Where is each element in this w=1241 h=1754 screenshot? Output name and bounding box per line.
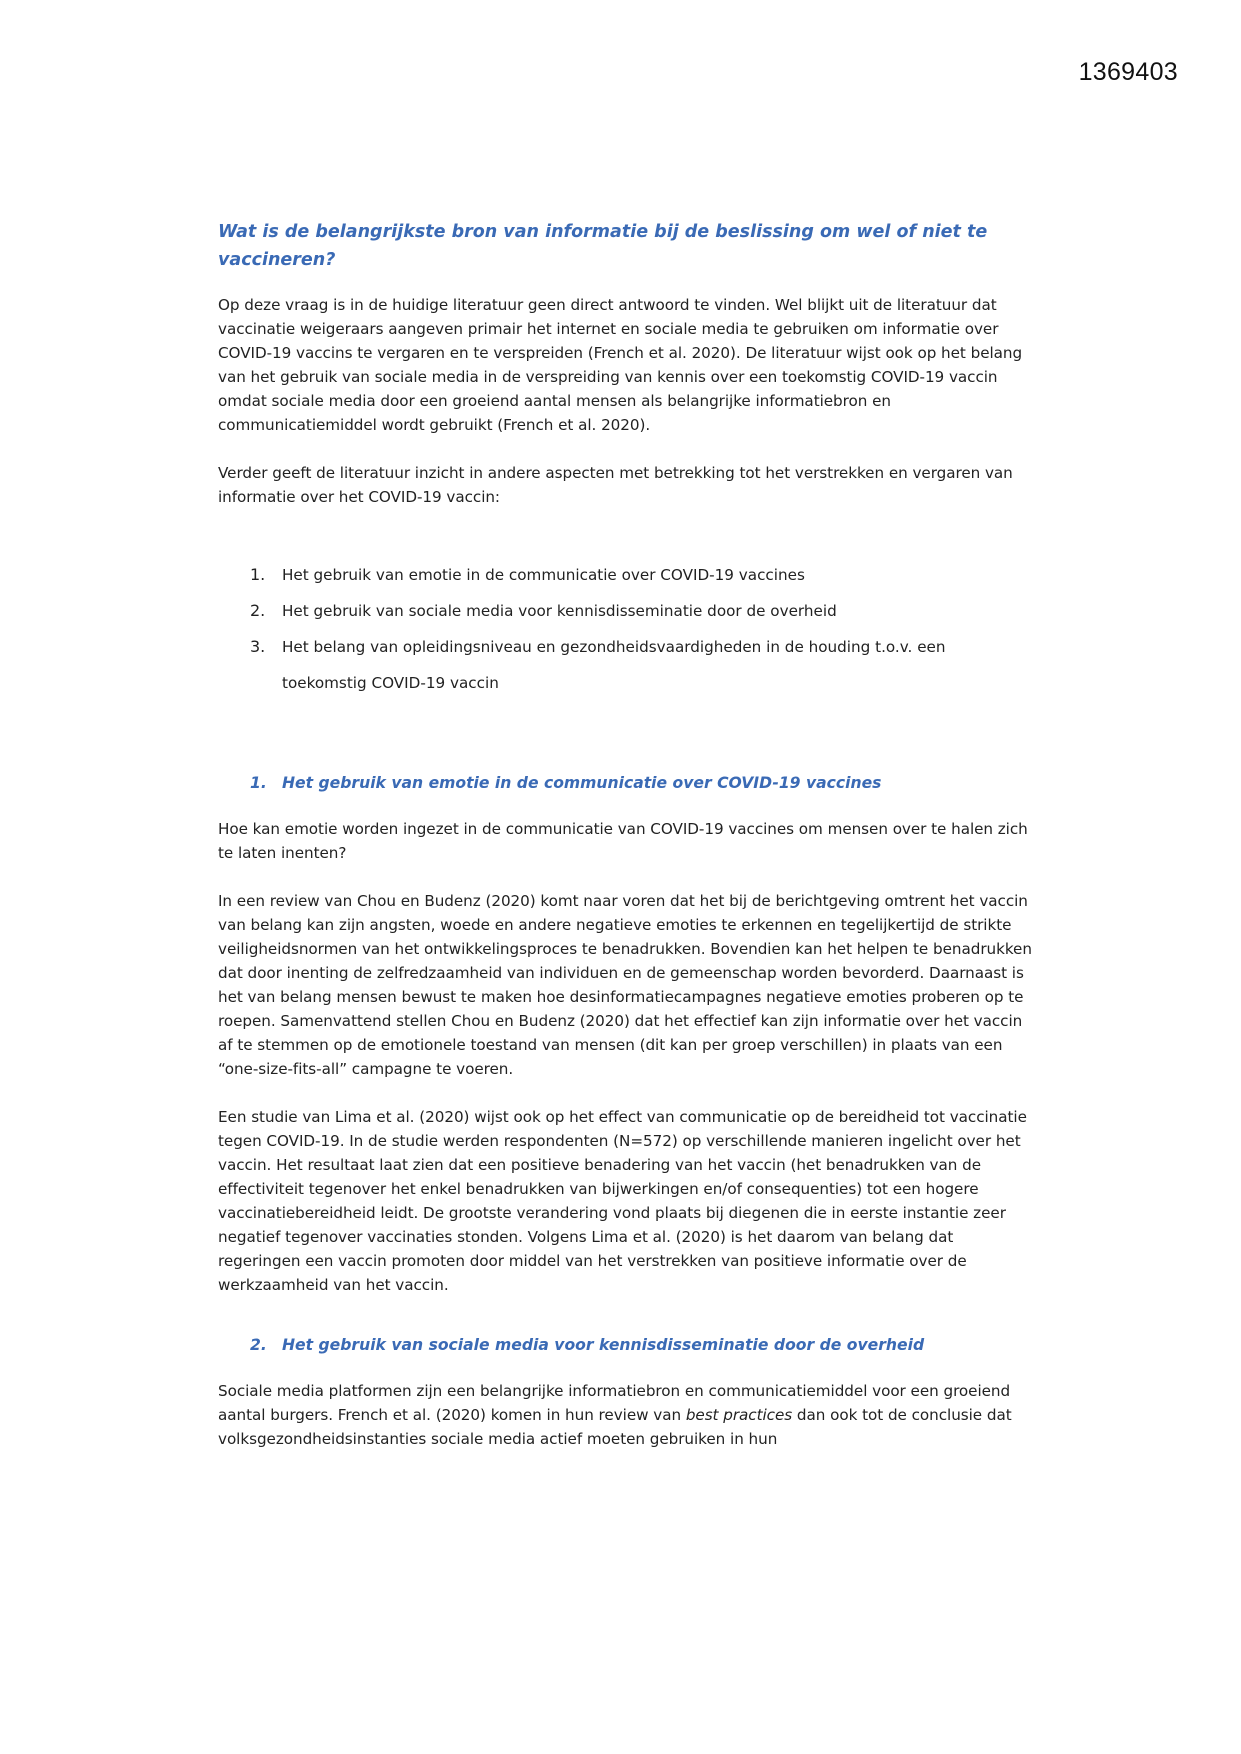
section-2-paragraph-1 — [218, 1379, 1038, 1451]
section-1-paragraph-1: Hoe kan emotie worden ingezet in de communicatie van COVID-19 vaccines om mensen over te halen zich te laten inenten? — [218, 820, 1028, 862]
section-2-paragraph-1-text-end: dan ook tot de conclusie dat volksgezondheidsinstanties sociale media actief moeten gebruiken in hun — [218, 1406, 1012, 1448]
list-item-text: Het gebruik van sociale media voor kennisdisseminatie door de overheid — [282, 602, 837, 620]
list-item-number: 3. — [250, 637, 266, 656]
document-body — [218, 218, 1038, 1475]
list-item-number: 2. — [250, 601, 266, 620]
intro-paragraph-2: Verder geeft de literatuur inzicht in andere aspecten met betrekking tot het verstrekken en vergaren van informatie over het COVID-19 vaccin: — [218, 464, 1013, 506]
section-1-heading — [218, 771, 1038, 795]
intro-paragraph-1: Op deze vraag is in de huidige literatuur geen direct antwoord te vinden. Wel blijkt uit de literatuur dat vaccinatie weigeraars aangeven primair het internet en sociale media te gebruiken om informatie over COVID-19 vaccins te vergaren en te verspreiden (French et al. 2020). De literatuur wijst ook op het belang van het gebruik van sociale media in de verspreiding van kennis over een toekomstig COVID-19 vaccin omdat sociale media door een groeiend aantal mensen als belangrijke informatiebron en communicatiemiddel wordt gebruikt (French et al. 2020). — [218, 296, 1023, 434]
section-2-number: 2. — [250, 1336, 267, 1354]
section-1-title: Het gebruik van emotie in de communicatie over COVID-19 vaccines — [282, 774, 882, 792]
list-item — [218, 557, 1038, 593]
section-2-heading — [218, 1333, 1038, 1357]
list-item — [218, 593, 1038, 629]
document-number: 1369403 — [1078, 58, 1178, 86]
section-1-number: 1. — [250, 774, 267, 792]
section-2-title: Het gebruik van sociale media voor kennisdisseminatie door de overheid — [282, 1336, 925, 1354]
section-2-paragraph-1-emphasis: best practices — [685, 1406, 793, 1424]
section-1-paragraph-2: In een review van Chou en Budenz (2020) komt naar voren dat het bij de berichtgeving omtrent het vaccin van belang kan zijn angsten, woede en andere negatieve emoties te erkennen en tegelijkertijd de strikte veiligheidsnormen van het ontwikkelingsproces te benadrukken. Bovendien kan het helpen te benadrukken dat door inenting de zelfredzaamheid van individuen en de gemeenschap worden bevorderd. Daarnaast is het van belang mensen bewust te maken hoe desinformatiecampagnes negatieve emoties proberen op te roepen. Samenvattend stellen Chou en Budenz (2020) dat het effectief kan zijn informatie over het vaccin af te stemmen op de emotionele toestand van mensen (dit kan per groep verschillen) in plaats van een “one-size-fits-all” campagne te voeren. — [218, 892, 1032, 1078]
aspects-list — [218, 557, 1038, 701]
list-item-text: Het belang van opleidingsniveau en gezondheidsvaardigheden in de houding t.o.v. een toekomstig COVID-19 vaccin — [282, 638, 946, 692]
list-item — [218, 629, 1038, 701]
question-heading: Wat is de belangrijkste bron van informatie bij de beslissing om wel of niet te vaccineren? — [218, 222, 988, 270]
section-2-paragraph-1-text-start: Sociale media platformen zijn een belangrijke informatiebron en communicatiemiddel voor een groeiend aantal burgers. French et al. (2020) komen in hun review van — [218, 1382, 1011, 1424]
section-1-paragraph-3: Een studie van Lima et al. (2020) wijst ook op het effect van communicatie op de bereidheid tot vaccinatie tegen COVID-19. In de studie werden respondenten (N=572) op verschillende manieren ingelicht over het vaccin. Het resultaat laat zien dat een positieve benadering van het vaccin (het benadrukken van de effectiviteit tegenover het enkel benadrukken van bijwerkingen en/of consequenties) tot een hogere vaccinatiebereidheid leidt. De grootste verandering vond plaats bij diegenen die in eerste instantie zeer negatief tegenover vaccinaties stonden. Volgens Lima et al. (2020) is het daarom van belang dat regeringen een vaccin promoten door middel van het verstrekken van positieve informatie over de werkzaamheid van het vaccin. — [218, 1108, 1027, 1294]
list-item-number: 1. — [250, 565, 266, 584]
list-item-text: Het gebruik van emotie in de communicatie over COVID-19 vaccines — [282, 566, 805, 584]
